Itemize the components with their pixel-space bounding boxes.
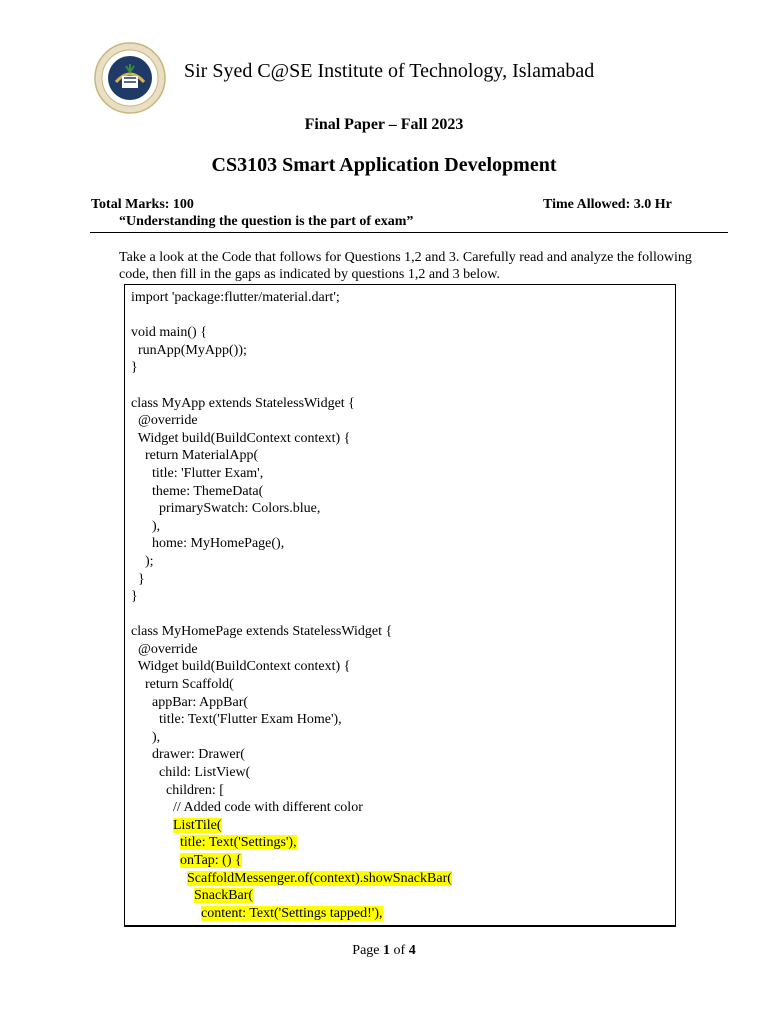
course-title: CS3103 Smart Application Development bbox=[211, 154, 557, 176]
code-line-highlighted: content: Text('Settings tapped!'), bbox=[201, 905, 383, 921]
instructions-text: Take a look at the Code that follows for Questions 1,2 and 3. Carefully read and analyze the following code, then fill in the gaps as indicated by questions 1,2 and 3 below. bbox=[119, 250, 692, 282]
paper-title: Final Paper – Fall 2023 bbox=[304, 116, 464, 133]
code-line: appBar: AppBar( bbox=[131, 694, 249, 710]
code-line-highlighted: onTap: () { bbox=[180, 853, 242, 868]
code-line-highlighted: SnackBar( bbox=[194, 888, 254, 904]
total-marks: Total Marks: 100 bbox=[91, 197, 194, 212]
header-divider bbox=[90, 232, 728, 233]
institute-logo bbox=[94, 42, 166, 114]
code-line: } bbox=[131, 360, 138, 376]
code-line: drawer: Drawer( bbox=[131, 747, 245, 763]
code-line bbox=[131, 307, 675, 325]
code-line: @override bbox=[131, 413, 198, 429]
code-line bbox=[131, 377, 675, 395]
code-line: home: MyHomePage(), bbox=[131, 536, 285, 552]
code-listing bbox=[124, 284, 676, 927]
code-line: children: [ bbox=[131, 782, 224, 798]
code-line: ), bbox=[131, 518, 161, 534]
code-line: Widget build(BuildContext context) { bbox=[131, 659, 351, 675]
code-line bbox=[131, 606, 675, 624]
code-line: title: Text('Flutter Exam Home'), bbox=[131, 712, 342, 728]
code-line: ), bbox=[131, 729, 161, 745]
code-line-highlighted: ListTile( bbox=[173, 817, 222, 833]
code-line: child: ListView( bbox=[131, 765, 251, 781]
code-line: import 'package:flutter/material.dart'; bbox=[131, 290, 340, 305]
page-number: Page 1 of 4 bbox=[352, 943, 416, 958]
code-line: class MyApp extends StatelessWidget { bbox=[131, 395, 355, 411]
code-line: return MaterialApp( bbox=[131, 448, 259, 464]
code-line: title: 'Flutter Exam', bbox=[131, 465, 264, 481]
code-line-highlighted: title: Text('Settings'), bbox=[180, 835, 297, 851]
institution-name: Sir Syed C@SE Institute of Technology, Islamabad bbox=[184, 60, 595, 82]
code-line-highlighted: ScaffoldMessenger.of(context).showSnackBar( bbox=[187, 870, 452, 886]
code-line: ); bbox=[131, 553, 154, 569]
code-line: void main() { bbox=[131, 325, 207, 341]
exam-motto: “Understanding the question is the part of exam” bbox=[119, 214, 414, 229]
code-line: } bbox=[131, 571, 145, 587]
code-line: return Scaffold( bbox=[131, 677, 234, 693]
code-line: // Added code with different color bbox=[131, 800, 363, 816]
code-line: theme: ThemeData( bbox=[131, 483, 264, 499]
code-line: Widget build(BuildContext context) { bbox=[131, 430, 351, 446]
code-line: primarySwatch: Colors.blue, bbox=[131, 501, 321, 517]
code-line: @override bbox=[131, 641, 198, 657]
code-line: runApp(MyApp()); bbox=[131, 342, 247, 358]
code-line: } bbox=[131, 589, 138, 605]
time-allowed: Time Allowed: 3.0 Hr bbox=[543, 197, 672, 212]
code-line: class MyHomePage extends StatelessWidget { bbox=[131, 624, 393, 640]
